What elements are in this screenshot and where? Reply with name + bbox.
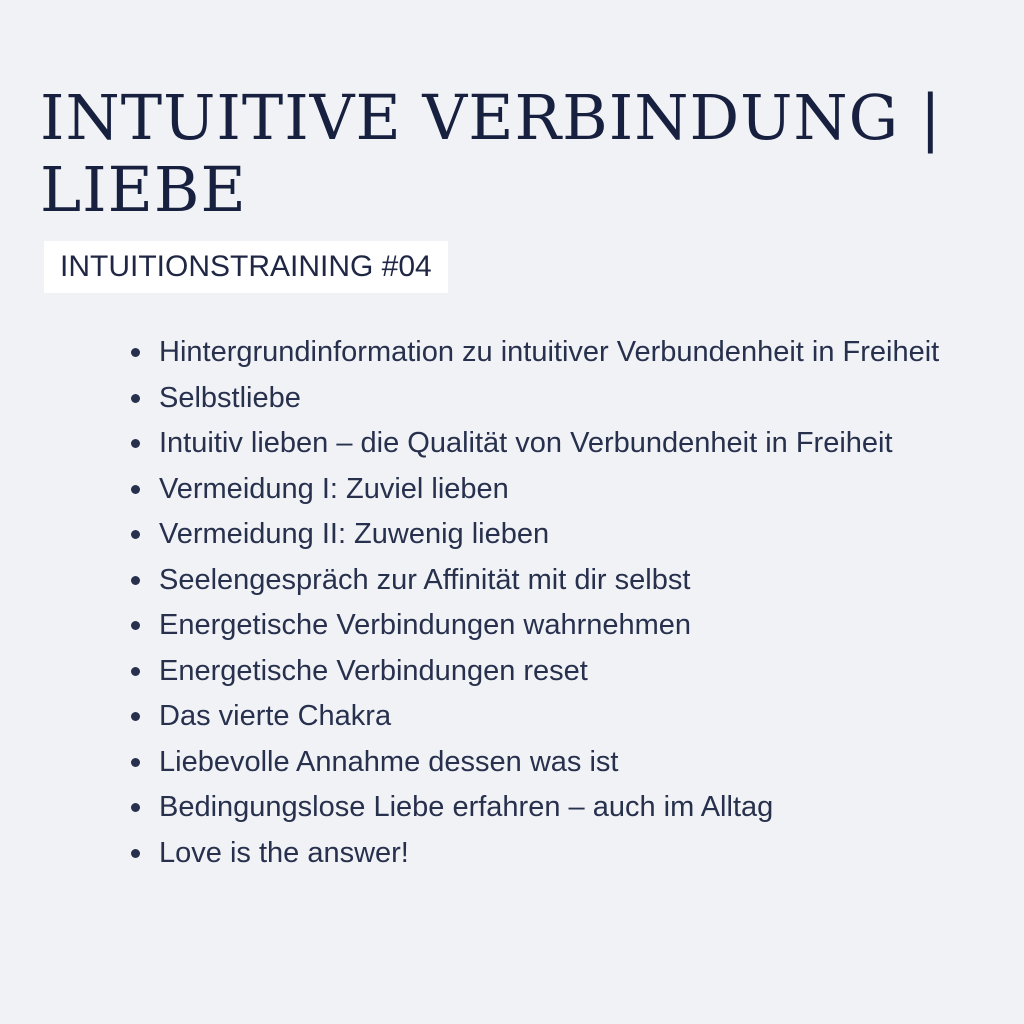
page-title: INTUITIVE VERBINDUNG | LIEBE (40, 81, 942, 226)
subtitle-badge: INTUITIONSTRAINING #04 (44, 241, 448, 293)
list-item: Seelengespräch zur Affinität mit dir selbst (159, 558, 979, 604)
list-item: Das vierte Chakra (159, 694, 979, 740)
list-item: Selbstliebe (159, 376, 979, 422)
list-item: Love is the answer! (159, 831, 979, 877)
list-item: Hintergrundinformation zu intuitiver Verbundenheit in Freiheit (159, 330, 979, 376)
list-item: Intuitiv lieben – die Qualität von Verbundenheit in Freiheit (159, 421, 979, 467)
topic-list (159, 330, 979, 876)
list-item: Vermeidung I: Zuviel lieben (159, 467, 979, 513)
list-item: Energetische Verbindungen wahrnehmen (159, 603, 979, 649)
list-item: Liebevolle Annahme dessen was ist (159, 740, 979, 786)
list-item: Bedingungslose Liebe erfahren – auch im Alltag (159, 785, 979, 831)
list-item: Energetische Verbindungen reset (159, 649, 979, 695)
list-item: Vermeidung II: Zuwenig lieben (159, 512, 979, 558)
